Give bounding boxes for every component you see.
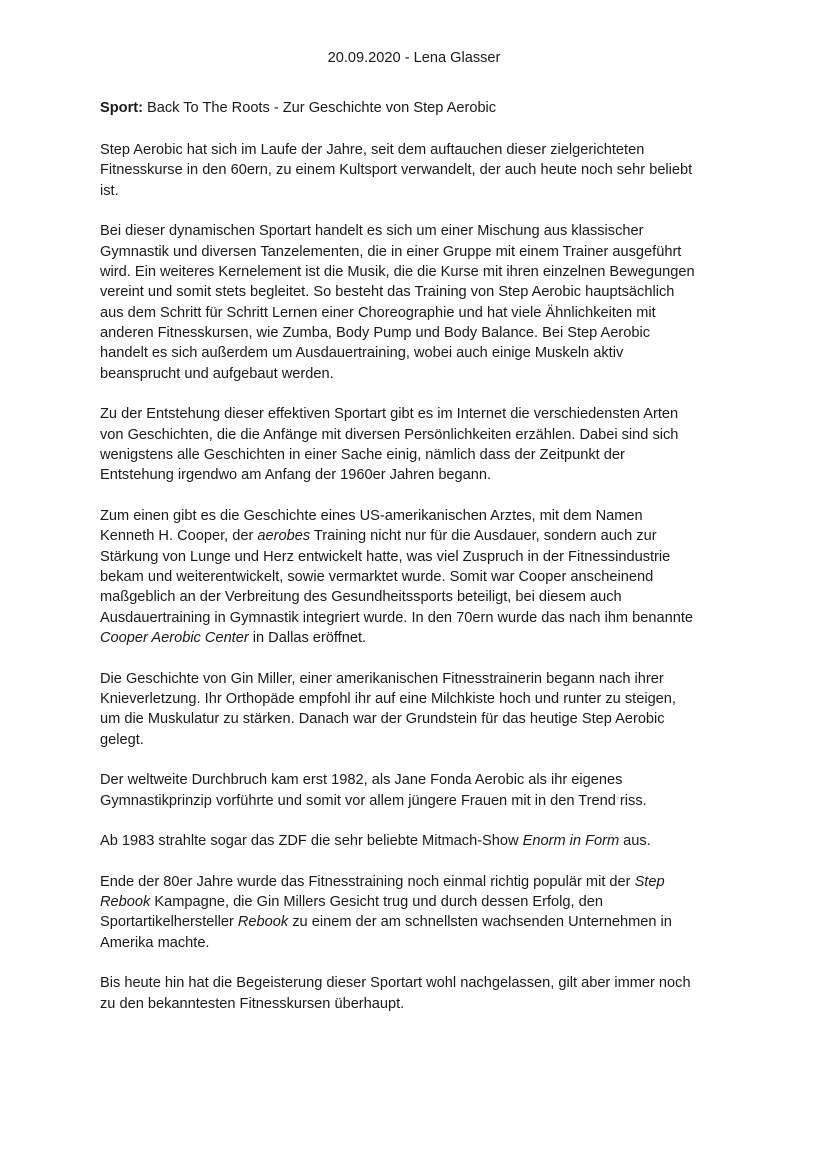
- paragraph: [100, 973, 740, 1014]
- text-line: [100, 160, 740, 180]
- text-line: [100, 831, 740, 851]
- text-line: [100, 364, 740, 384]
- text-line: [100, 973, 740, 993]
- text-segment: zu einem der am schnellsten wachsenden Unternehmen in: [288, 914, 672, 931]
- paragraph: [100, 404, 740, 485]
- text-line: [100, 343, 740, 363]
- text-line: [100, 994, 740, 1014]
- text-segment: Knieverletzung. Ihr Orthopäde empfohl ihr auf eine Milchkiste hoch und runter zu steigen,: [100, 690, 676, 707]
- text-segment: Ab 1983 strahlte sogar das ZDF die sehr beliebte Mitmach-Show: [100, 833, 523, 850]
- paragraph: [100, 770, 740, 811]
- text-line: [100, 506, 740, 526]
- text-segment: aus dem Schritt für Schritt Lernen einer Choreographie und hat viele Ähnlichkeiten mit: [100, 304, 656, 321]
- text-segment: bekam und weiterentwickelt, sowie vermarktet wurde. Somit war Cooper anscheinend: [100, 568, 654, 585]
- text-line: [100, 567, 740, 587]
- italic-text: Cooper Aerobic Center: [100, 629, 249, 646]
- paragraph: [100, 221, 740, 384]
- title-text: Back To The Roots - Zur Geschichte von Step Aerobic: [142, 100, 497, 116]
- italic-text: Rebook: [100, 894, 151, 911]
- text-segment: Fitnesskurse in den 60ern, zu einem Kultsport verwandelt, der auch heute noch sehr beliebt: [100, 162, 693, 179]
- text-segment: Der weltweite Durchbruch kam erst 1982, als Jane Fonda Aerobic als ihr eigenes: [100, 772, 623, 789]
- text-line: [100, 791, 740, 811]
- article-body: [100, 140, 740, 1034]
- text-line: [100, 181, 740, 201]
- text-segment: Training nicht nur für die Ausdauer, sondern auch zur: [310, 528, 657, 545]
- text-line: [100, 628, 740, 648]
- text-segment: maßgeblich an der Verbreitung des Gesundheitssports beteiligt, bei diesem auch: [100, 589, 622, 606]
- text-line: [100, 140, 740, 160]
- text-segment: Gymnastik und diversen Tanzelementen, die in einer Gruppe mit einem Trainer ausgeführt: [100, 243, 682, 260]
- text-segment: Amerika machte.: [100, 934, 210, 951]
- italic-text: Enorm in Form: [522, 833, 620, 850]
- text-line: [100, 730, 740, 750]
- text-line: [100, 872, 740, 892]
- text-segment: anderen Fitnesskursen, wie Zumba, Body Pump und Body Balance. Bei Step Aerobic: [100, 324, 651, 341]
- italic-text: aerobes: [257, 528, 311, 545]
- text-line: [100, 709, 740, 729]
- text-line: [100, 465, 740, 485]
- text-segment: zu den bekanntesten Fitnesskursen überhaupt.: [100, 995, 405, 1012]
- text-segment: wenigstens alle Geschichten in einer Sache einig, nämlich dass der Zeitpunkt der: [100, 446, 625, 463]
- text-segment: aus.: [619, 833, 651, 850]
- text-segment: Gymnastikprinzip vorführte und somit vor allem jüngere Frauen mit in den Trend riss.: [100, 792, 647, 809]
- italic-text: Step: [634, 873, 665, 890]
- text-segment: in Dallas eröffnet.: [248, 629, 367, 646]
- text-segment: Zu der Entstehung dieser effektiven Sportart gibt es im Internet die verschiedensten Arten: [100, 406, 679, 423]
- article-title: [100, 98, 496, 118]
- text-line: [100, 770, 740, 790]
- text-segment: vereint und somit stets begleitet. So besteht das Training von Step Aerobic hauptsächlich: [100, 284, 675, 301]
- paragraph: [100, 140, 740, 201]
- text-segment: Bis heute hin hat die Begeisterung dieser Sportart wohl nachgelassen, gilt aber immer noch: [100, 975, 691, 992]
- text-line: [100, 689, 740, 709]
- document-header: 20.09.2020 - Lena Glasser: [327, 50, 501, 66]
- text-segment: Ausdauertraining in Gymnastik integriert wurde. In den 70ern wurde das nach ihm benannte: [100, 609, 694, 626]
- text-segment: Step Aerobic hat sich im Laufe der Jahre, seit dem auftauchen dieser zielgerichteten: [100, 142, 645, 158]
- text-segment: wird. Ein weiteres Kernelement ist die Musik, die die Kurse mit ihren einzelnen Bewegungen: [100, 263, 695, 280]
- text-line: [100, 669, 740, 689]
- text-line: [100, 608, 740, 628]
- text-segment: Zum einen gibt es die Geschichte eines US-amerikanischen Arztes, mit dem Namen: [100, 507, 643, 524]
- text-line: [100, 323, 740, 343]
- text-line: [100, 425, 740, 445]
- text-line: [100, 404, 740, 424]
- text-segment: Kenneth H. Cooper, der: [100, 528, 258, 545]
- italic-text: Rebook: [237, 914, 289, 931]
- text-segment: Ende der 80er Jahre wurde das Fitnesstraining noch einmal richtig populär mit der: [100, 873, 635, 890]
- text-segment: Bei dieser dynamischen Sportart handelt es sich um einer Mischung aus klassischer: [100, 223, 644, 240]
- text-segment: um die Muskulatur zu stärken. Danach war der Grundstein für das heutige Step Aerobic: [100, 711, 665, 728]
- text-line: [100, 282, 740, 302]
- text-segment: Sportartikelhersteller: [100, 914, 238, 931]
- paragraph: [100, 872, 740, 953]
- paragraph: [100, 831, 740, 851]
- paragraph: [100, 506, 740, 648]
- text-segment: Stärkung von Lunge und Herz entwickelt hatte, was viel Zuspruch in der Fitnessindustrie: [100, 548, 671, 565]
- text-line: [100, 445, 740, 465]
- text-segment: handelt es sich außerdem um Ausdauertraining, wobei auch einige Muskeln aktiv: [100, 345, 624, 362]
- text-line: [100, 262, 740, 282]
- text-segment: gelegt.: [100, 731, 144, 748]
- text-line: [100, 892, 740, 912]
- text-segment: Kampagne, die Gin Millers Gesicht trug und durch dessen Erfolg, den: [150, 894, 603, 911]
- paragraph: [100, 669, 740, 750]
- text-line: [100, 526, 740, 546]
- title-category-label: Sport:: [100, 100, 143, 116]
- text-segment: beansprucht und aufgebaut werden.: [100, 365, 334, 382]
- text-line: [100, 221, 740, 241]
- text-segment: Entstehung irgendwo am Anfang der 1960er Jahren begann.: [100, 467, 492, 484]
- text-segment: ist.: [100, 182, 119, 199]
- text-segment: Die Geschichte von Gin Miller, einer amerikanischen Fitnesstrainerin begann nach ihrer: [100, 670, 664, 687]
- text-line: [100, 547, 740, 567]
- text-segment: von Geschichten, die die Anfänge mit diversen Persönlichkeiten erzählen. Dabei sind sich: [100, 426, 679, 443]
- text-line: [100, 303, 740, 323]
- text-line: [100, 587, 740, 607]
- text-line: [100, 912, 740, 932]
- text-line: [100, 933, 740, 953]
- text-line: [100, 242, 740, 262]
